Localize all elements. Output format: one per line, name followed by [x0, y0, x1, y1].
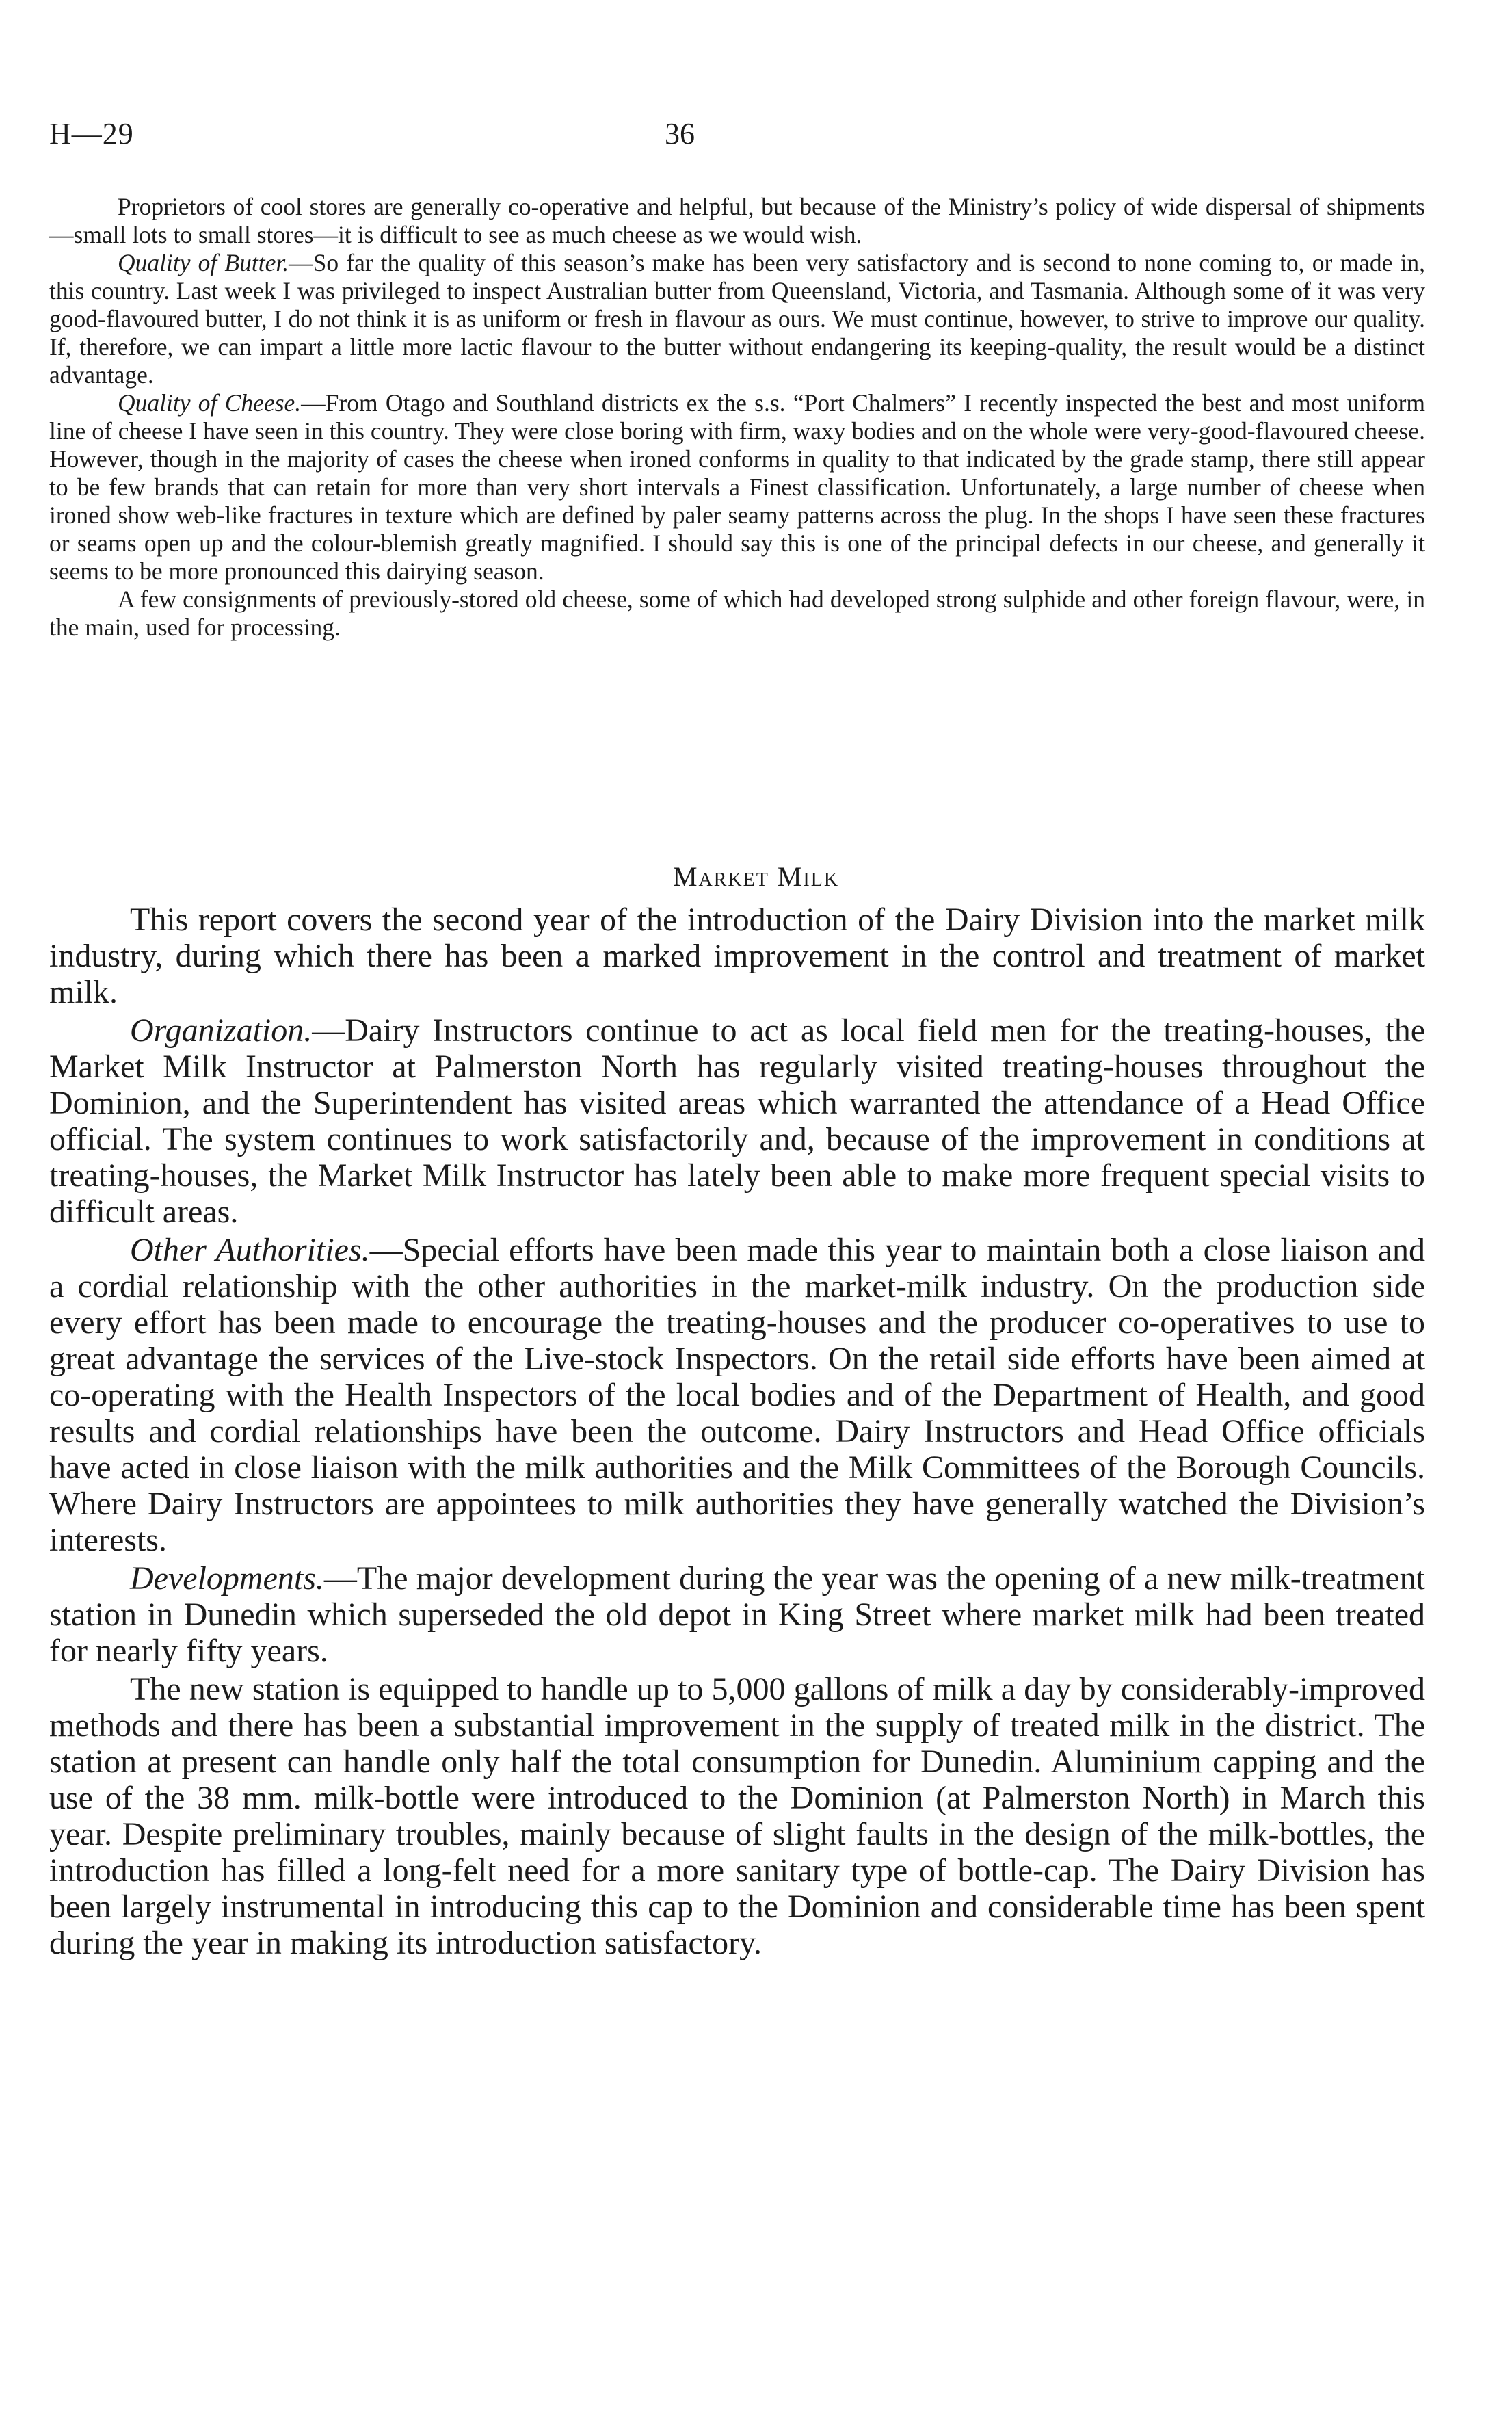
paragraph-text: The new station is equipped to handle up to 5,000 gallons of milk a day by considerably-improved methods and there has been a substantial improvement in the supply of treated milk in the district. The station at present can handle only half the total consumption for Dunedin. Aluminium capping and the use of the 38 mm. milk-bottle were introduced to the Dominion (at Palmerston North) in March this year. Despite preliminary troubles, mainly because of slight faults in the design of the milk-bottles, the introduction has filled a long-felt need for a more sanitary type of bottle-cap. The Dairy Division has been largely instrumental in introducing this cap to the Dominion and considerable time has been spent during the year in making its introduction satisfactory.	[49, 1671, 1425, 1961]
old-cheese-paragraph	[49, 586, 1425, 642]
page-header	[49, 116, 1424, 164]
section-title-market-milk: Market Milk	[672, 861, 840, 892]
paragraph-text: A few consignments of previously-stored old cheese, some of which had developed strong sulphide and other foreign flavour, were, in the main, used for processing.	[49, 586, 1425, 641]
dairy-produce-section	[49, 193, 1425, 642]
paragraph-heading: Other Authorities.	[130, 1232, 370, 1268]
paragraph-text: —Dairy Instructors continue to act as local field men for the treating-houses, the Market Milk Instructor at Palmerston North has regularly visited treating-houses throughout the Dominion, and the Superintendent has visited areas which warranted the attendance of a Head Office official. The system continues to work satisfactorily and, because of the improvement in conditions at treating-houses, the Market Milk Instructor has lately been able to make more frequent special visits to difficult areas.	[49, 1012, 1425, 1230]
paragraph-text: This report covers the second year of the introduction of the Dairy Division into the market milk industry, during which there has been a marked improvement in the control and treatment of market milk.	[49, 902, 1425, 1010]
butter-quality-paragraph	[49, 249, 1425, 389]
market-milk-section	[49, 902, 1425, 1963]
paragraph-heading: Quality of Cheese.	[118, 389, 302, 417]
paragraph-text: —From Otago and Southland districts ex the s.s. “Port Chalmers” I recently inspected the best and most uniform line of cheese I have seen in this country. They were close boring with firm, waxy bodies and on the whole were very-good-flavoured cheese. However, though in the majority of cases the cheese when ironed conforms in quality to that indicated by the grade stamp, there still appear to be few brands that can retain for more than very short intervals a Finest classification. Unfortunately, a large number of cheese when ironed show web-like fractures in texture which are defined by paler seamy patterns across the plug. In the shops I have seen these fractures or seams open up and the colour-blemish greatly magnified. I should say this is one of the principal defects in our cheese, and generally it seems to be more pronounced this dairying season.	[49, 389, 1426, 585]
new-station-paragraph	[49, 1671, 1425, 1961]
cheese-quality-paragraph	[49, 389, 1425, 586]
cool-stores-paragraph	[49, 193, 1425, 249]
paragraph-heading: Organization.	[130, 1012, 313, 1049]
organization-paragraph	[49, 1012, 1425, 1230]
intro-paragraph	[49, 902, 1425, 1010]
paragraph-heading: Quality of Butter.	[118, 249, 289, 276]
paragraph-heading: Developments.	[130, 1560, 324, 1596]
developments-paragraph	[49, 1560, 1425, 1669]
paragraph-text: —The major development during the year was the opening of a new milk-treatment station in Dunedin which superseded the old depot in King Street where market milk had been treated for nearly fifty years.	[49, 1560, 1425, 1669]
paragraph-text: Proprietors of cool stores are generally co-operative and helpful, but because of the Ministry’s policy of wide dispersal of shipments—small lots to small stores—it is difficult to see as much cheese as we would wish.	[49, 193, 1425, 248]
paragraph-text: —Special efforts have been made this year to maintain both a close liaison and a cordial relationship with the other authorities in the market-milk industry. On the production side every effort has been made to encourage the treating-houses and the producer co-operatives to use to great advantage the services of the Live-stock Inspectors. On the retail side efforts have been aimed at co-operating with the Health Inspectors of the local bodies and of the Department of Health, and good results and cordial relationships have been the outcome. Dairy Instructors and Head Office officials have acted in close liaison with the milk authorities and the Milk Committees of the Borough Councils. Where Dairy Instructors are appointees to milk authorities they have generally watched the Division’s interests.	[49, 1232, 1425, 1558]
paragraph-text: —So far the quality of this season’s make has been very satisfactory and is second to none coming to, or made in, this country. Last week I was privileged to inspect Australian butter from Queensland, Victoria, and Tasmania. Although some of it was very good-flavoured butter, I do not think it is as uniform or fresh in flavour as ours. We must continue, however, to strive to improve our quality. If, therefore, we can impart a little more lactic flavour to the butter without endangering its keeping-quality, the result would be a distinct advantage.	[49, 249, 1425, 389]
page-number: 36	[665, 117, 695, 150]
other-authorities-paragraph	[49, 1232, 1425, 1558]
document-id: H—29	[49, 117, 134, 150]
